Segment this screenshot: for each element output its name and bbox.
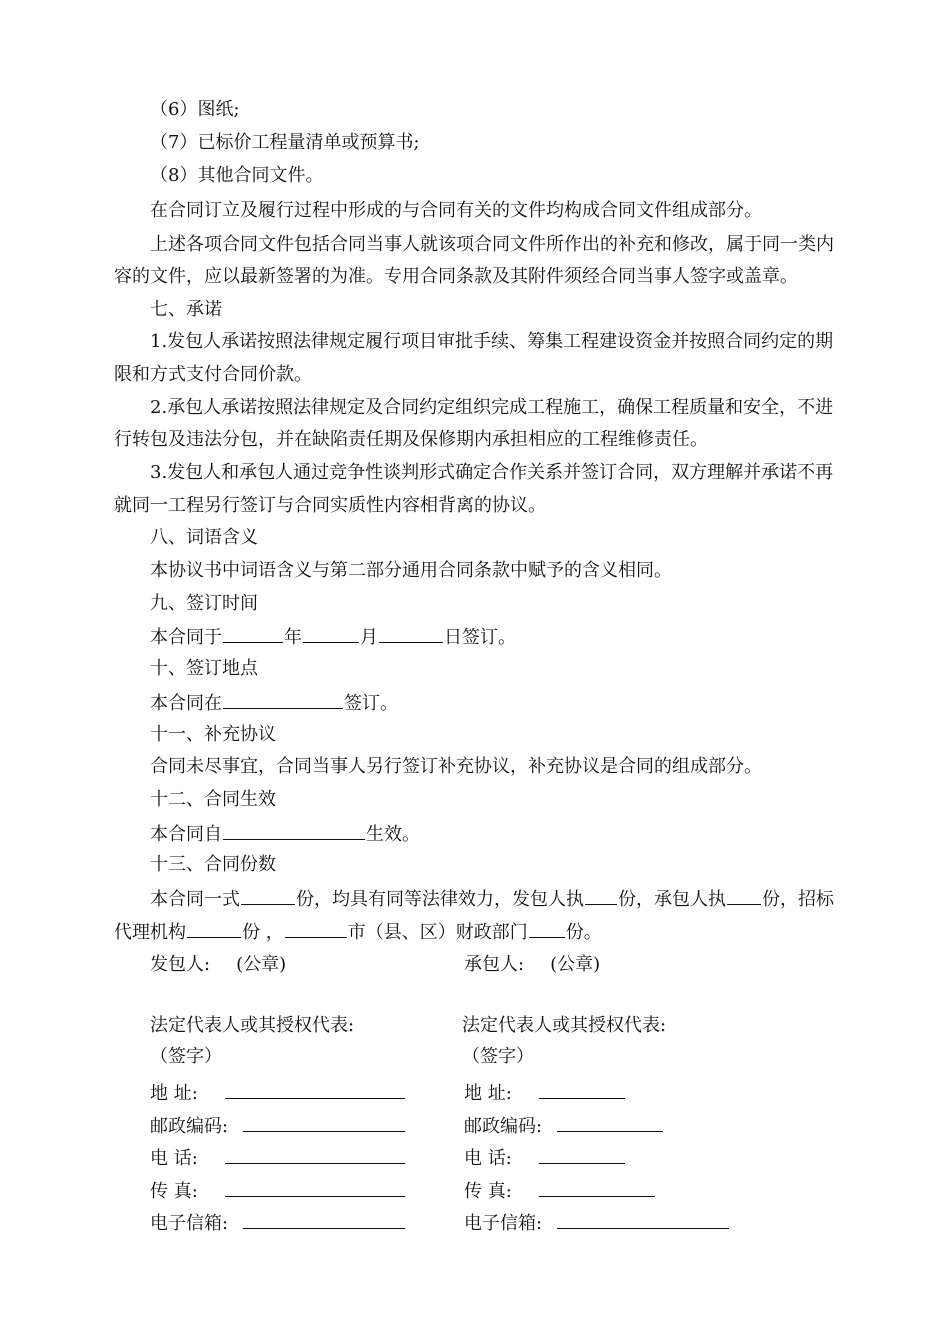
contractor-phone-blank[interactable] [539,1145,625,1164]
employer-address-blank[interactable] [225,1080,405,1099]
employer-copies-blank[interactable] [585,886,617,905]
contractor-header [464,953,600,977]
contractor-postcode-label: 邮政编码: [464,1116,543,1137]
section-11-title: 十一、补充协议 [150,724,276,745]
contractor-label: 承包人: [464,954,525,975]
copies-text-6: 份 ， [242,922,284,943]
section-7-p2-line-2: 行转包及违法分包，并在缺陷责任期及保修期内承担相应的工程维修责任。 [114,429,708,450]
copies-text-5: 代理机构 [114,922,186,943]
section-9-title: 九、签订时间 [150,593,258,614]
contractor-email-row [464,1210,730,1236]
section-7-p1-line-1: 1.发包人承诺按照法律规定履行项目审批手续、筹集工程建设资金并按照合同约定的期 [150,331,834,352]
section-12-title: 十二、合同生效 [150,789,276,810]
section-13-copies-line-1 [150,886,894,912]
employer-address-label: 地 址: [150,1083,198,1104]
contractor-sign: （签字） [462,1046,534,1067]
effective-blank[interactable] [223,821,365,840]
month-blank[interactable] [303,624,359,643]
section-8-title: 八、词语含义 [150,527,258,548]
section-13-title: 十三、合同份数 [150,854,276,875]
day-blank[interactable] [379,624,443,643]
contractor-email-label: 电子信箱: [464,1213,543,1234]
paragraph-formation: 在合同订立及履行过程中形成的与合同有关的文件均构成合同文件组成部分。 [150,200,762,221]
place-blank[interactable] [223,690,343,709]
list-item-6: （6）图纸; [150,99,240,120]
employer-label: 发包人: [150,954,211,975]
contractor-postcode-blank[interactable] [557,1113,663,1132]
section-7-p2-line-1: 2.承包人承诺按照法律规定及合同约定组织完成工程施工，确保工程质量和安全，不进 [150,397,834,418]
section-10-place-line [150,690,894,716]
contractor-seal: (公章) [550,954,601,975]
contractor-phone-row [464,1145,626,1171]
section-7-p3-line-2: 就同一工程另行签订与合同实质性内容相背离的协议。 [114,495,546,516]
month-label: 月 [360,627,378,648]
copies-text-7: 市（县、区）财政部门 [347,922,528,943]
employer-email-blank[interactable] [243,1210,405,1229]
section-13-copies-line-2 [114,919,894,945]
total-copies-blank[interactable] [241,886,295,905]
copies-text-2: 份，均具有同等法律效力，发包人执 [296,889,584,910]
employer-email-row [150,1210,406,1236]
employer-sign: （签字） [150,1046,222,1067]
employer-email-label: 电子信箱: [150,1213,229,1234]
employer-seal: (公章) [236,954,287,975]
employer-postcode-label: 邮政编码: [150,1116,229,1137]
list-item-7: （7）已标价工程量清单或预算书; [150,132,420,153]
contractor-address-blank[interactable] [539,1080,625,1099]
section-9-date-line [150,624,894,650]
employer-phone-row [150,1145,406,1171]
paragraph-supplement-line-2: 容的文件，应以最新签署的为准。专用合同条款及其附件须经合同当事人签字或盖章。 [114,266,798,287]
employer-postcode-blank[interactable] [243,1113,405,1132]
employer-fax-row [150,1178,406,1204]
employer-postcode-row [150,1113,406,1139]
copies-text-8: 份。 [565,922,602,943]
employer-address-row [150,1080,406,1106]
finance-copies-blank[interactable] [529,919,565,938]
section-11-text: 合同未尽事宜，合同当事人另行签订补充协议，补充协议是合同的组成部分。 [150,756,762,777]
contractor-rep: 法定代表人或其授权代表: [462,1015,667,1036]
contractor-phone-label: 电 话: [464,1148,512,1169]
employer-phone-blank[interactable] [225,1145,405,1164]
copies-text-3: 份，承包人执 [618,889,726,910]
section-12-effective-line [150,821,894,847]
contractor-address-row [464,1080,626,1106]
employer-fax-label: 传 真: [150,1181,198,1202]
place-suffix: 签订。 [344,693,398,714]
section-7-p3-line-1: 3.发包人和承包人通过竞争性谈判形式确定合作关系并签订合同，双方理解并承诺不再 [150,462,834,483]
employer-header [150,953,286,977]
contractor-fax-row [464,1178,656,1204]
employer-phone-label: 电 话: [150,1148,198,1169]
year-label: 年 [284,627,302,648]
date-prefix: 本合同于 [150,627,222,648]
employer-fax-blank[interactable] [225,1178,405,1197]
contractor-copies-blank[interactable] [727,886,761,905]
section-10-title: 十、签订地点 [150,658,258,679]
contractor-postcode-row [464,1113,664,1139]
effective-suffix: 生效。 [366,824,420,845]
place-prefix: 本合同在 [150,693,222,714]
list-item-8: （8）其他合同文件。 [150,165,324,186]
year-blank[interactable] [223,624,283,643]
agency-copies-blank[interactable] [187,919,241,938]
contractor-address-label: 地 址: [464,1083,512,1104]
effective-prefix: 本合同自 [150,824,222,845]
date-suffix: 日签订。 [444,627,516,648]
contractor-fax-label: 传 真: [464,1181,512,1202]
copies-text-4: 份，招标 [762,889,834,910]
employer-rep: 法定代表人或其授权代表: [150,1015,355,1036]
contractor-fax-blank[interactable] [539,1178,655,1197]
section-7-title: 七、承诺 [150,299,222,320]
contractor-email-blank[interactable] [557,1210,729,1229]
section-8-text: 本协议书中词语含义与第二部分通用合同条款中赋予的含义相同。 [150,560,672,581]
section-7-p1-line-2: 限和方式支付合同价款。 [114,364,312,385]
city-blank[interactable] [285,919,347,938]
paragraph-supplement-line-1: 上述各项合同文件包括合同当事人就该项合同文件所作出的补充和修改，属于同一类内 [150,234,834,255]
copies-text-1: 本合同一式 [150,889,240,910]
